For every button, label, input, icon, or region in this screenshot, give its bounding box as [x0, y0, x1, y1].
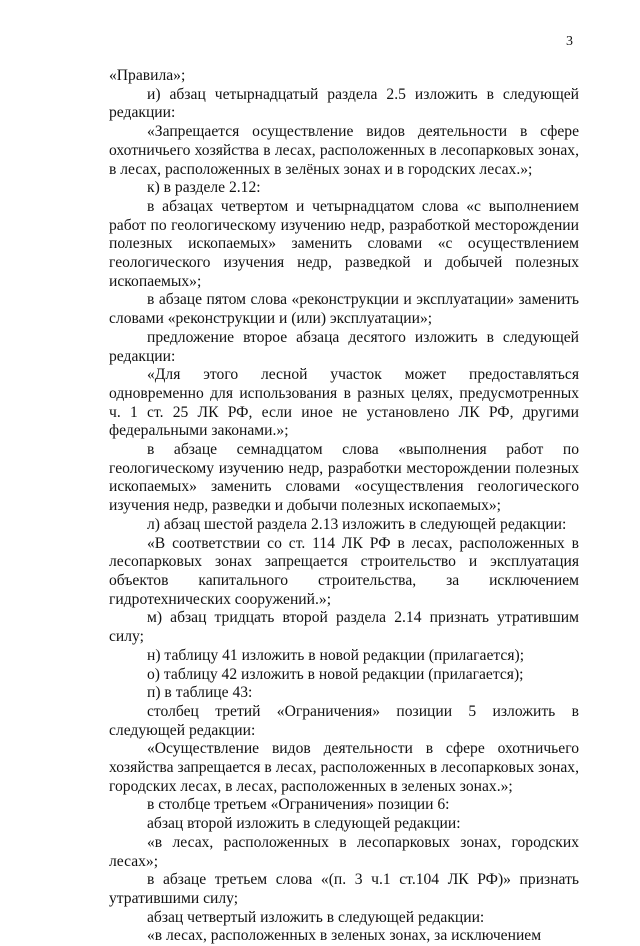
- paragraph: «Осуществление видов деятельности в сфере охотничьего хозяйства запрещается в лесах, расположенных в лесопарковых зонах, городских лесах, в лесах, расположенных в зеленых зонах.»;: [109, 740, 579, 795]
- paragraph: к) в разделе 2.12:: [147, 179, 261, 197]
- paragraph: столбец третий «Ограничения» позиции 5 изложить в следующей редакции:: [109, 702, 579, 739]
- paragraph: в столбце третьем «Ограничения» позиции 6:: [147, 796, 450, 814]
- paragraph: предложение второе абзаца десятого изложить в следующей редакции:: [109, 328, 579, 365]
- paragraph: м) абзац тридцать второй раздела 2.14 признать утратившим силу;: [109, 609, 579, 646]
- paragraph: «Для этого лесной участок может предоставляться одновременно для использования в разных целях, предусмотренных ч. 1 ст. 25 ЛК РФ, если иное не установлено ЛК РФ, другими федеральными законами.»;: [109, 366, 579, 440]
- paragraph: в абзаце третьем слова «(п. 3 ч.1 ст.104 ЛК РФ)» признать утратившими силу;: [109, 871, 579, 907]
- paragraph: «в лесах, расположенных в лесопарковых зонах, городских лесах»;: [109, 833, 579, 870]
- paragraph: «В соответствии со ст. 114 ЛК РФ в лесах, расположенных в лесопарковых зонах запрещается строительство и эксплуатация объектов капитального строительства, за исключением гидротехнических сооружений.»;: [109, 534, 579, 608]
- paragraph: о) таблицу 42 изложить в новой редакции (прилагается);: [147, 665, 524, 683]
- paragraph: «Правила»;: [109, 67, 186, 84]
- paragraph: н) таблицу 41 изложить в новой редакции (прилагается);: [147, 646, 525, 664]
- paragraph: «Запрещается осуществление видов деятельности в сфере охотничьего хозяйства в лесах, расположенных в лесопарковых зонах, в лесах, расположенных в зелёных зонах и в городских лесах.»;: [109, 123, 579, 178]
- paragraph: «в лесах, расположенных в зеленых зонах, за исключением: [147, 927, 542, 945]
- document-body: [109, 67, 579, 946]
- paragraph: в абзацах четвертом и четырнадцатом слова «с выполнением работ по геологическому изучению недр, разработкой месторождении полезных ископаемых» заменить словами «с осуществлением геологического изучения недр, разведкой и добычей полезных ископаемых»;: [109, 197, 579, 290]
- paragraph: абзац четвертый изложить в следующей редакции:: [147, 908, 485, 926]
- paragraph: абзац второй изложить в следующей редакции:: [147, 815, 461, 833]
- page-number: 3: [566, 34, 573, 49]
- paragraph: в абзаце семнадцатом слова «выполнения работ по геологическому изучению недр, разработки месторождении полезных ископаемых» заменить словами «осуществления геологического изучения недр, разведки и добычи полезных ископаемых»;: [109, 441, 579, 515]
- paragraph: л) абзац шестой раздела 2.13 изложить в следующей редакции:: [147, 515, 567, 533]
- paragraph: в абзаце пятом слова «реконструкции и эксплуатации» заменить словами «реконструкции и (или) эксплуатации»;: [109, 291, 579, 328]
- paragraph: и) абзац четырнадцатый раздела 2.5 изложить в следующей редакции:: [109, 85, 579, 122]
- paragraph: п) в таблице 43:: [147, 684, 253, 702]
